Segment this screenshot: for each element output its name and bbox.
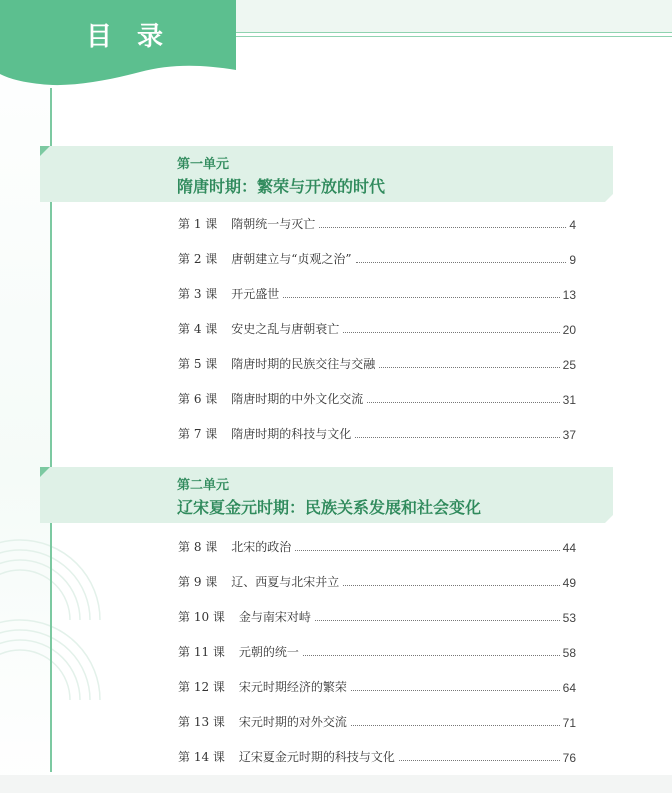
lesson-number: 第 1 课	[178, 217, 218, 231]
lesson-number: 第 13 课	[178, 715, 225, 729]
dot-leader	[399, 760, 560, 761]
lesson-row[interactable]	[178, 712, 576, 730]
page-number: 53	[562, 611, 576, 625]
lesson-title: 北宋的政治	[231, 540, 292, 554]
page-number: 71	[562, 716, 576, 730]
dot-leader	[356, 262, 567, 263]
lesson-row[interactable]	[178, 319, 576, 337]
lesson-title: 唐朝建立与“贞观之治”	[231, 252, 352, 266]
dot-leader	[295, 550, 559, 551]
unit-label: 第一单元	[177, 157, 230, 172]
lesson-row[interactable]	[178, 389, 576, 407]
lesson-row[interactable]	[178, 249, 576, 267]
lesson-number: 第 12 课	[178, 680, 225, 694]
dot-leader	[283, 297, 559, 298]
lesson-number: 第 7 课	[178, 427, 218, 441]
lesson-title: 辽宋夏金元时期的科技与文化	[238, 750, 395, 764]
page-number: 76	[562, 751, 576, 765]
page-number: 49	[562, 576, 576, 590]
lesson-number: 第 5 课	[178, 357, 218, 371]
dot-leader	[303, 655, 560, 656]
dot-leader	[355, 437, 559, 438]
lesson-number: 第 4 课	[178, 322, 218, 336]
page-number: 9	[569, 253, 576, 267]
lesson-number: 第 3 课	[178, 287, 218, 301]
dot-leader	[379, 367, 559, 368]
lesson-title: 安史之乱与唐朝衰亡	[231, 322, 340, 336]
lesson-title: 宋元时期经济的繁荣	[238, 680, 347, 694]
page-number: 20	[562, 323, 576, 337]
page-number: 37	[562, 428, 576, 442]
dot-leader	[367, 402, 559, 403]
dot-leader	[315, 620, 560, 621]
unit-title: 辽宋夏金元时期：民族关系发展和社会变化	[177, 498, 482, 517]
lesson-row[interactable]	[178, 607, 576, 625]
lesson-number: 第 6 课	[178, 392, 218, 406]
lesson-row[interactable]	[178, 642, 576, 660]
page-number: 44	[562, 541, 576, 555]
page-number: 25	[562, 358, 576, 372]
lesson-title: 辽、西夏与北宋并立	[231, 575, 340, 589]
unit-banner-2	[40, 467, 613, 523]
unit-banner-1	[40, 146, 613, 202]
unit-title: 隋唐时期：繁荣与开放的时代	[177, 177, 386, 196]
page-number: 4	[569, 218, 576, 232]
lesson-row[interactable]	[178, 284, 576, 302]
lesson-title: 隋唐时期的科技与文化	[231, 427, 352, 441]
dot-leader	[343, 585, 559, 586]
lesson-row[interactable]	[178, 424, 576, 442]
lesson-number: 第 11 课	[178, 645, 225, 659]
header-rules	[236, 32, 672, 42]
dot-leader	[351, 725, 560, 726]
header-band	[236, 0, 672, 32]
lesson-row[interactable]	[178, 537, 576, 555]
page-number: 64	[562, 681, 576, 695]
unit-label: 第二单元	[177, 478, 230, 493]
dot-leader	[343, 332, 559, 333]
lesson-number: 第 10 课	[178, 610, 225, 624]
lesson-row[interactable]	[178, 354, 576, 372]
dot-leader	[351, 690, 560, 691]
lesson-title: 开元盛世	[231, 287, 280, 301]
lesson-number: 第 2 课	[178, 252, 218, 266]
lesson-title: 隋唐时期的民族交往与交融	[231, 357, 376, 371]
lesson-number: 第 9 课	[178, 575, 218, 589]
lesson-number: 第 14 课	[178, 750, 225, 764]
page-number: 13	[562, 288, 576, 302]
lesson-title: 元朝的统一	[238, 645, 299, 659]
lesson-row[interactable]	[178, 214, 576, 232]
lesson-row[interactable]	[178, 572, 576, 590]
lesson-row[interactable]	[178, 677, 576, 695]
dot-leader	[319, 227, 566, 228]
lesson-title: 隋朝统一与灭亡	[231, 217, 316, 231]
page-title: 目 录	[86, 22, 172, 52]
page-bottom-edge	[0, 775, 672, 793]
page-number: 31	[562, 393, 576, 407]
page-number: 58	[562, 646, 576, 660]
lesson-row[interactable]	[178, 747, 576, 765]
lesson-title: 宋元时期的对外交流	[238, 715, 347, 729]
lesson-title: 隋唐时期的中外文化交流	[231, 392, 364, 406]
lesson-number: 第 8 课	[178, 540, 218, 554]
lesson-title: 金与南宋对峙	[238, 610, 311, 624]
